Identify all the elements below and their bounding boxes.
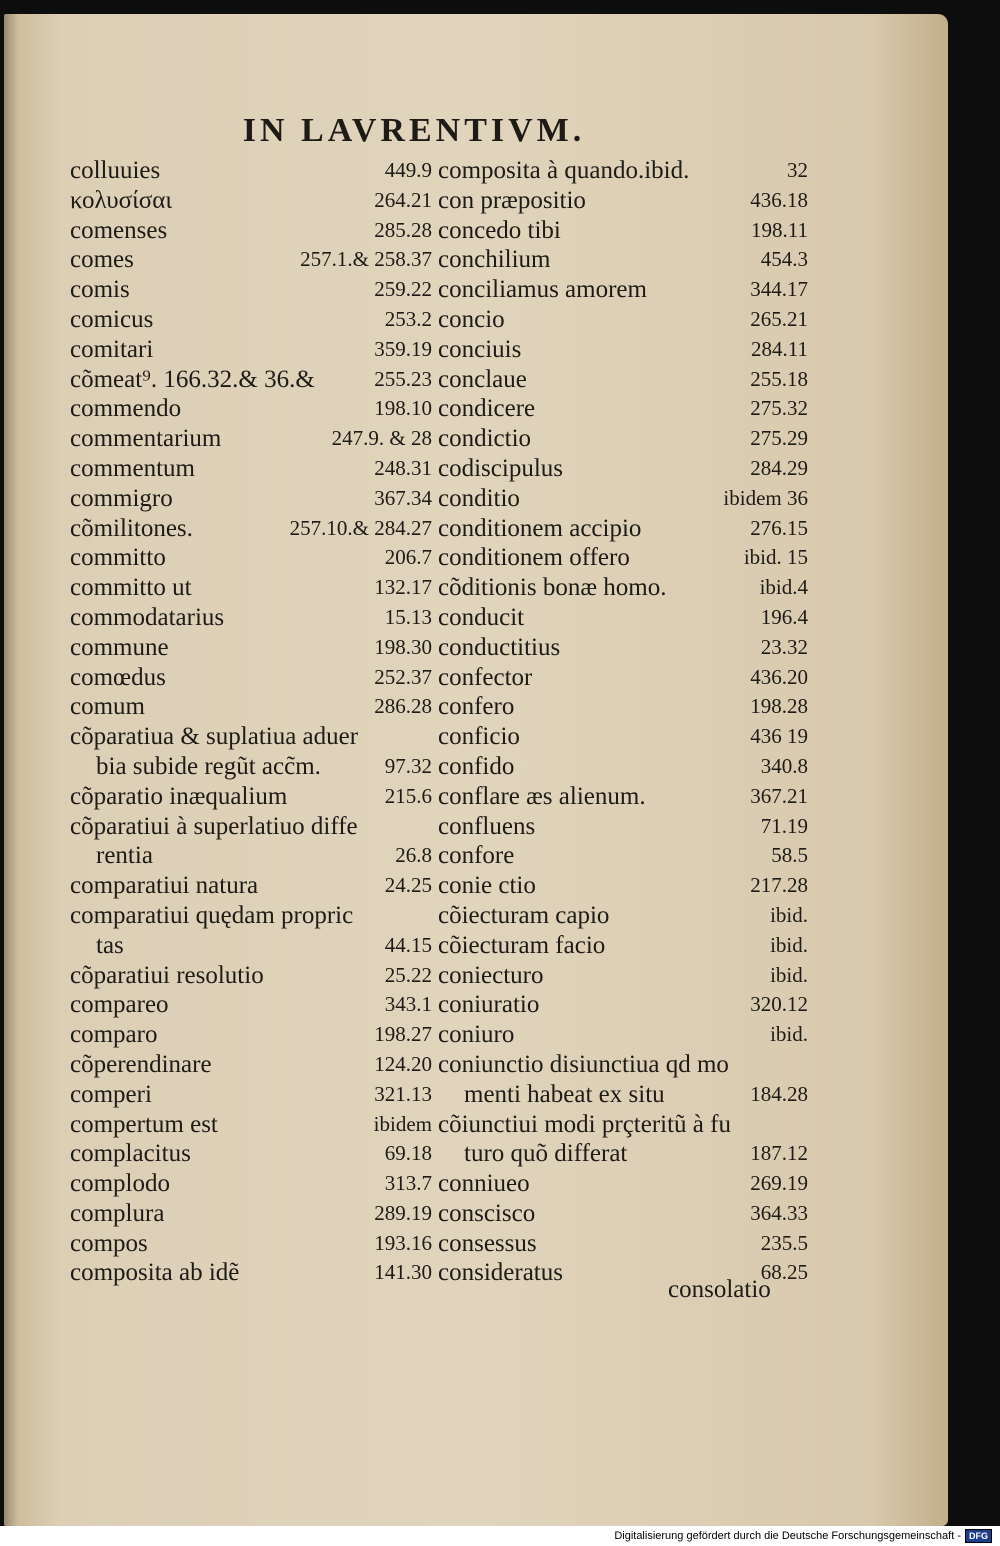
index-reference: 344.17: [750, 277, 808, 302]
index-term: compertum est: [70, 1110, 218, 1138]
index-reference: 343.1: [384, 992, 432, 1017]
index-entry: [70, 573, 432, 603]
index-term: menti habeat ex situ: [464, 1080, 665, 1108]
index-entry: [70, 871, 432, 901]
index-term: bia subide regũt acc̃m.: [96, 752, 321, 780]
index-term: con præpositio: [438, 186, 586, 214]
index-term: cõiecturam facio: [438, 931, 606, 959]
index-term: codiscipulus: [438, 454, 563, 482]
index-reference: [802, 1110, 808, 1140]
index-entry: [438, 752, 808, 782]
index-entry: [438, 812, 808, 842]
index-term: rentia: [96, 842, 153, 870]
index-reference: 25.22: [384, 962, 432, 987]
index-entry: [70, 990, 432, 1020]
index-term: composita ab idẽ: [70, 1259, 240, 1287]
index-entry: [438, 931, 808, 961]
index-term: committo ut: [70, 574, 192, 602]
index-term: coniunctio disiunctiua qd mo: [438, 1050, 729, 1078]
index-reference: 196.4: [760, 604, 808, 629]
index-reference: 454.3: [760, 247, 808, 272]
index-reference: 198.28: [750, 694, 808, 719]
index-entry: [438, 335, 808, 365]
index-reference: 359.19: [374, 336, 432, 361]
index-term: conciliamus amorem: [438, 276, 647, 304]
index-entry: [70, 603, 432, 633]
index-term: confector: [438, 663, 533, 691]
index-entry: [438, 1020, 808, 1050]
index-reference: 284.29: [750, 455, 808, 480]
index-reference: 436.20: [750, 664, 808, 689]
index-term: conie ctio: [438, 872, 536, 900]
index-entry: [70, 1110, 432, 1140]
index-reference: 449.9: [384, 158, 432, 182]
index-entry: [70, 424, 432, 454]
index-term: comes: [70, 246, 134, 274]
index-entry: [438, 633, 808, 663]
index-term: condicere: [438, 395, 536, 423]
index-entry: [70, 1139, 432, 1169]
index-entry: [438, 245, 808, 275]
index-entry: [438, 365, 808, 395]
index-term: conclaue: [438, 365, 527, 393]
index-reference: 275.29: [750, 426, 808, 451]
index-reference: 257.1.& 258.37: [300, 247, 432, 272]
index-reference: 215.6: [384, 783, 432, 808]
digitization-footer: [0, 1526, 1000, 1546]
index-entry: [438, 663, 808, 693]
index-entry: [70, 692, 432, 722]
index-term: commigro: [70, 484, 173, 512]
index-term: conflare æs alienum.: [438, 782, 646, 810]
index-reference: 32: [787, 158, 808, 182]
index-term: committo: [70, 544, 166, 572]
index-entry: [438, 782, 808, 812]
index-entry: [70, 901, 432, 931]
index-entry: [438, 484, 808, 514]
index-term: cõmilitones.: [70, 514, 193, 542]
index-entry: [438, 573, 808, 603]
index-entry: [438, 722, 808, 752]
index-reference: 198.10: [374, 396, 432, 421]
index-entry: [70, 961, 432, 991]
index-entry: [70, 1258, 432, 1288]
dfg-logo-icon: DFG: [965, 1529, 992, 1543]
index-reference: ibid. 15: [743, 545, 808, 570]
index-entry: [438, 1169, 808, 1199]
spine-shadow: [4, 14, 18, 1526]
index-term: comparatiui natura: [70, 872, 259, 900]
index-reference: 248.31: [374, 455, 432, 480]
index-term: cõparatiui resolutio: [70, 961, 264, 989]
index-entry: [438, 424, 808, 454]
index-reference: 252.37: [374, 664, 432, 689]
index-term: commentarium: [70, 425, 222, 453]
index-term: conducit: [438, 603, 525, 631]
index-reference: 124.20: [374, 1051, 432, 1076]
index-term: confido: [438, 752, 515, 780]
index-term: complacitus: [70, 1140, 191, 1168]
index-entry: [438, 394, 808, 424]
index-reference: 285.28: [374, 217, 432, 242]
index-term: cõparatiua & suplatiua aduer: [70, 723, 359, 751]
index-entry: [70, 1229, 432, 1259]
index-term: confero: [438, 693, 515, 721]
index-reference: ibidem: [373, 1111, 432, 1136]
index-reference: ibid.: [770, 902, 808, 927]
index-term: comis: [70, 276, 130, 304]
index-entry: [438, 692, 808, 722]
index-term: comitari: [70, 335, 154, 363]
index-reference: 247.9. & 28: [331, 426, 432, 451]
index-term: concio: [438, 305, 505, 333]
index-term: cõparatiui à superlatiuo diffe: [70, 812, 358, 840]
index-reference: ibidem 36: [723, 485, 808, 510]
index-reference: ibid.: [770, 1022, 808, 1047]
index-reference: [802, 1050, 808, 1080]
index-term: tas: [96, 931, 124, 959]
index-term: concedo tibi: [438, 216, 561, 244]
index-reference: 257.10.& 284.27: [289, 515, 432, 540]
index-entry: [438, 514, 808, 544]
index-entry: [70, 394, 432, 424]
index-reference: 71.19: [760, 813, 808, 838]
index-term: cõparatio inæqualium: [70, 782, 288, 810]
index-term: comum: [70, 693, 145, 721]
index-term: consessus: [438, 1229, 537, 1257]
index-term: conchilium: [438, 246, 551, 274]
index-reference: 364.33: [750, 1200, 808, 1225]
index-term: compos: [70, 1229, 148, 1257]
index-term: cõmeat⁹. 166.32.& 36.&: [70, 365, 315, 393]
index-reference: 217.28: [750, 873, 808, 898]
index-term: commodatarius: [70, 603, 225, 631]
index-term: conficio: [438, 723, 520, 751]
index-term: confluens: [438, 812, 536, 840]
index-entry: [70, 305, 432, 335]
index-entry: [438, 1139, 808, 1169]
index-reference: ibid.4: [759, 575, 808, 600]
index-term: conductitius: [438, 633, 561, 661]
index-reference: [426, 722, 432, 752]
index-reference: [426, 901, 432, 931]
index-reference: 15.13: [384, 604, 432, 629]
index-entry: [70, 1050, 432, 1080]
index-entry: [70, 1080, 432, 1110]
index-term: composita à quando.ibid.: [438, 157, 690, 184]
index-entry: [70, 931, 432, 961]
index-reference: 184.28: [750, 1081, 808, 1106]
index-term: conniueo: [438, 1170, 530, 1198]
index-term: κολυσίσαι: [70, 186, 173, 214]
index-entry: [70, 1020, 432, 1050]
index-reference: 198.11: [751, 217, 808, 242]
index-entry: [438, 156, 808, 186]
index-entry: [70, 365, 432, 395]
index-reference: 436.18: [750, 187, 808, 212]
index-entry: [70, 454, 432, 484]
index-entry: [438, 901, 808, 931]
index-term: commendo: [70, 395, 182, 423]
index-entry: [70, 275, 432, 305]
index-entry: [438, 543, 808, 573]
index-entry: [438, 1199, 808, 1229]
index-term: compareo: [70, 991, 169, 1019]
index-reference: 320.12: [750, 992, 808, 1017]
index-reference: 286.28: [374, 694, 432, 719]
index-entry: [438, 1229, 808, 1259]
index-entry: [438, 454, 808, 484]
catchword: consolatio: [668, 1276, 771, 1303]
index-reference: 436 19: [750, 724, 808, 749]
index-term: comparo: [70, 1021, 158, 1049]
index-reference: 235.5: [760, 1230, 808, 1255]
index-reference: 58.5: [771, 843, 808, 868]
index-entry: [70, 514, 432, 544]
index-reference: 24.25: [384, 873, 432, 898]
index-entry: [70, 156, 432, 186]
index-entry: [438, 216, 808, 246]
index-entry: [438, 841, 808, 871]
index-entry: [70, 782, 432, 812]
index-entry: [70, 752, 432, 782]
index-reference: 255.23: [374, 366, 432, 391]
index-entry: [438, 990, 808, 1020]
index-term: complura: [70, 1199, 165, 1227]
index-entry: [70, 841, 432, 871]
index-term: confore: [438, 842, 515, 870]
index-reference: 269.19: [750, 1171, 808, 1196]
index-term: coniuratio: [438, 991, 540, 1019]
index-reference: 367.34: [374, 485, 432, 510]
index-reference: 132.17: [374, 575, 432, 600]
index-term: cõperendinare: [70, 1050, 212, 1078]
index-entry: [438, 1110, 808, 1140]
index-term: cõiecturam capio: [438, 901, 610, 929]
index-entry: [70, 484, 432, 514]
index-entry: [70, 663, 432, 693]
index-entry: [70, 245, 432, 275]
index-term: cõiunctiui modi prçteritũ à fu: [438, 1110, 731, 1138]
index-term: comenses: [70, 216, 168, 244]
index-term: comicus: [70, 305, 154, 333]
index-entry: [70, 186, 432, 216]
index-reference: 69.18: [384, 1141, 432, 1166]
footer-credit: Digitalisierung gefördert durch die Deutsche Forschungsgemeinschaft -: [614, 1530, 961, 1542]
index-entry: [70, 1169, 432, 1199]
index-reference: 206.7: [384, 545, 432, 570]
index-reference: 26.8: [395, 843, 432, 868]
index-entry: [438, 871, 808, 901]
book-page: [4, 14, 948, 1526]
index-term: coniecturo: [438, 961, 544, 989]
index-reference: 289.19: [374, 1200, 432, 1225]
index-reference: 313.7: [384, 1171, 432, 1196]
index-term: commune: [70, 633, 169, 661]
index-reference: 340.8: [760, 753, 808, 778]
index-term: conciuis: [438, 335, 522, 363]
index-reference: 44.15: [384, 932, 432, 957]
index-reference: 321.13: [374, 1081, 432, 1106]
index-reference: 367.21: [750, 783, 808, 808]
index-entry: [70, 722, 432, 752]
index-reference: 193.16: [374, 1230, 432, 1255]
index-entry: [70, 543, 432, 573]
index-entry: [438, 275, 808, 305]
index-term: condictio: [438, 425, 532, 453]
index-entry: [438, 961, 808, 991]
index-reference: 97.32: [384, 753, 432, 778]
index-entry: [70, 1199, 432, 1229]
index-term: turo quõ differat: [464, 1140, 628, 1168]
index-term: comparatiui quędam propric: [70, 901, 354, 929]
index-term: conditio: [438, 484, 520, 512]
index-reference: 253.2: [384, 306, 432, 331]
index-reference: 68.25: [760, 1260, 808, 1285]
index-reference: ibid.: [770, 962, 808, 987]
index-entry: [70, 812, 432, 842]
index-term: conditionem offero: [438, 544, 630, 572]
index-term: conditionem accipio: [438, 514, 642, 542]
index-term: complodo: [70, 1170, 170, 1198]
index-entry: [70, 216, 432, 246]
index-entry: [70, 633, 432, 663]
index-term: conscisco: [438, 1199, 536, 1227]
index-reference: [426, 812, 432, 842]
index-entry: [438, 603, 808, 633]
index-reference: 259.22: [374, 277, 432, 302]
index-reference: 255.18: [750, 366, 808, 391]
index-reference: 264.21: [374, 187, 432, 212]
index-entry: [438, 1080, 808, 1110]
index-entry: [438, 1050, 808, 1080]
index-reference: 275.32: [750, 396, 808, 421]
index-reference: 187.12: [750, 1141, 808, 1166]
index-reference: 141.30: [374, 1260, 432, 1285]
running-head: IN LAVRENTIVM.: [242, 112, 586, 149]
index-entry: [70, 335, 432, 365]
index-term: consideratus: [438, 1259, 563, 1287]
index-reference: 284.11: [751, 336, 808, 361]
index-reference: 23.32: [760, 634, 808, 659]
index-term: cõditionis bonæ homo.: [438, 574, 667, 602]
index-reference: 198.30: [374, 634, 432, 659]
index-reference: 265.21: [750, 306, 808, 331]
index-reference: ibid.: [770, 932, 808, 957]
index-entry: [438, 186, 808, 216]
index-term: commentum: [70, 454, 195, 482]
index-column-left: [70, 156, 432, 1288]
index-term: comœdus: [70, 663, 166, 691]
index-term: coniuro: [438, 1021, 515, 1049]
index-reference: 198.27: [374, 1022, 432, 1047]
index-entry: [438, 305, 808, 335]
index-reference: 276.15: [750, 515, 808, 540]
index-term: colluuies: [70, 157, 161, 184]
index-term: comperi: [70, 1080, 152, 1108]
index-column-right: [438, 156, 808, 1288]
